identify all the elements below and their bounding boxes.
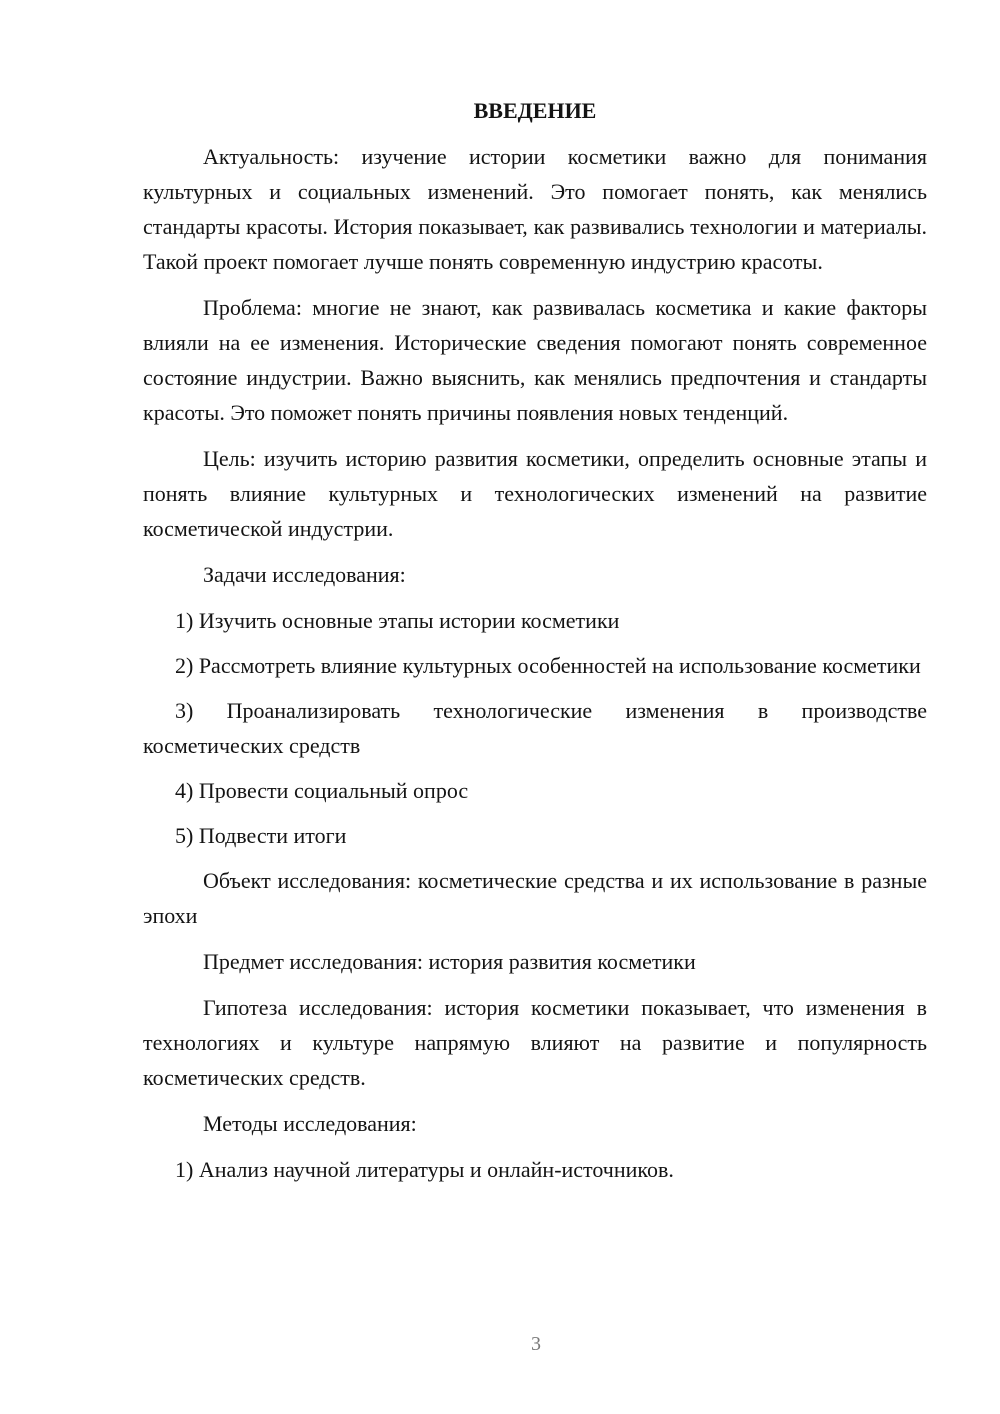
task-item: 1) Изучить основные этапы истории косметики — [175, 608, 620, 633]
tasks-heading: Задачи исследования: — [203, 562, 406, 587]
document-body — [143, 93, 927, 1197]
goal-paragraph: Цель: изучить историю развития косметики, определить основные этапы и понять влияние культурных и технологических изменений на развитие косметической индустрии. — [143, 446, 927, 541]
methods-heading: Методы исследования: — [203, 1111, 417, 1136]
object-paragraph: Объект исследования: косметические средства и их использование в разные эпохи — [143, 868, 927, 928]
task-item: 3) Проанализировать технологические изменения в производстве косметических средств — [143, 698, 927, 758]
problem-paragraph: Проблема: многие не знают, как развивалась косметика и какие факторы влияли на ее изменения. Исторические сведения помогают понять современное состояние индустрии. Важно выяснить, как менялись предпочтения и стандарты красоты. Это поможет понять причины появления новых тенденций. — [143, 295, 927, 425]
relevance-paragraph: Актуальность: изучение истории косметики важно для понимания культурных и социальных изменений. Это помогает понять, как менялись стандарты красоты. История показывает, как развивались технологии и материалы. Такой проект помогает лучше понять современную индустрию красоты. — [143, 144, 927, 274]
hypothesis-paragraph: Гипотеза исследования: история косметики показывает, что изменения в технологиях и культуре напрямую влияют на развитие и популярность косметических средств. — [143, 995, 927, 1090]
subject-paragraph: Предмет исследования: история развития косметики — [203, 949, 696, 974]
task-item: 2) Рассмотреть влияние культурных особенностей на использование косметики — [175, 653, 921, 678]
task-item: 5) Подвести итоги — [175, 823, 347, 848]
methods-list — [143, 1152, 927, 1187]
task-item: 4) Провести социальный опрос — [175, 778, 469, 803]
section-title: ВВЕДЕНИЕ — [473, 98, 597, 123]
page-number: 3 — [531, 1333, 541, 1355]
tasks-list — [143, 603, 927, 853]
method-item: 1) Анализ научной литературы и онлайн-источников. — [175, 1157, 674, 1182]
